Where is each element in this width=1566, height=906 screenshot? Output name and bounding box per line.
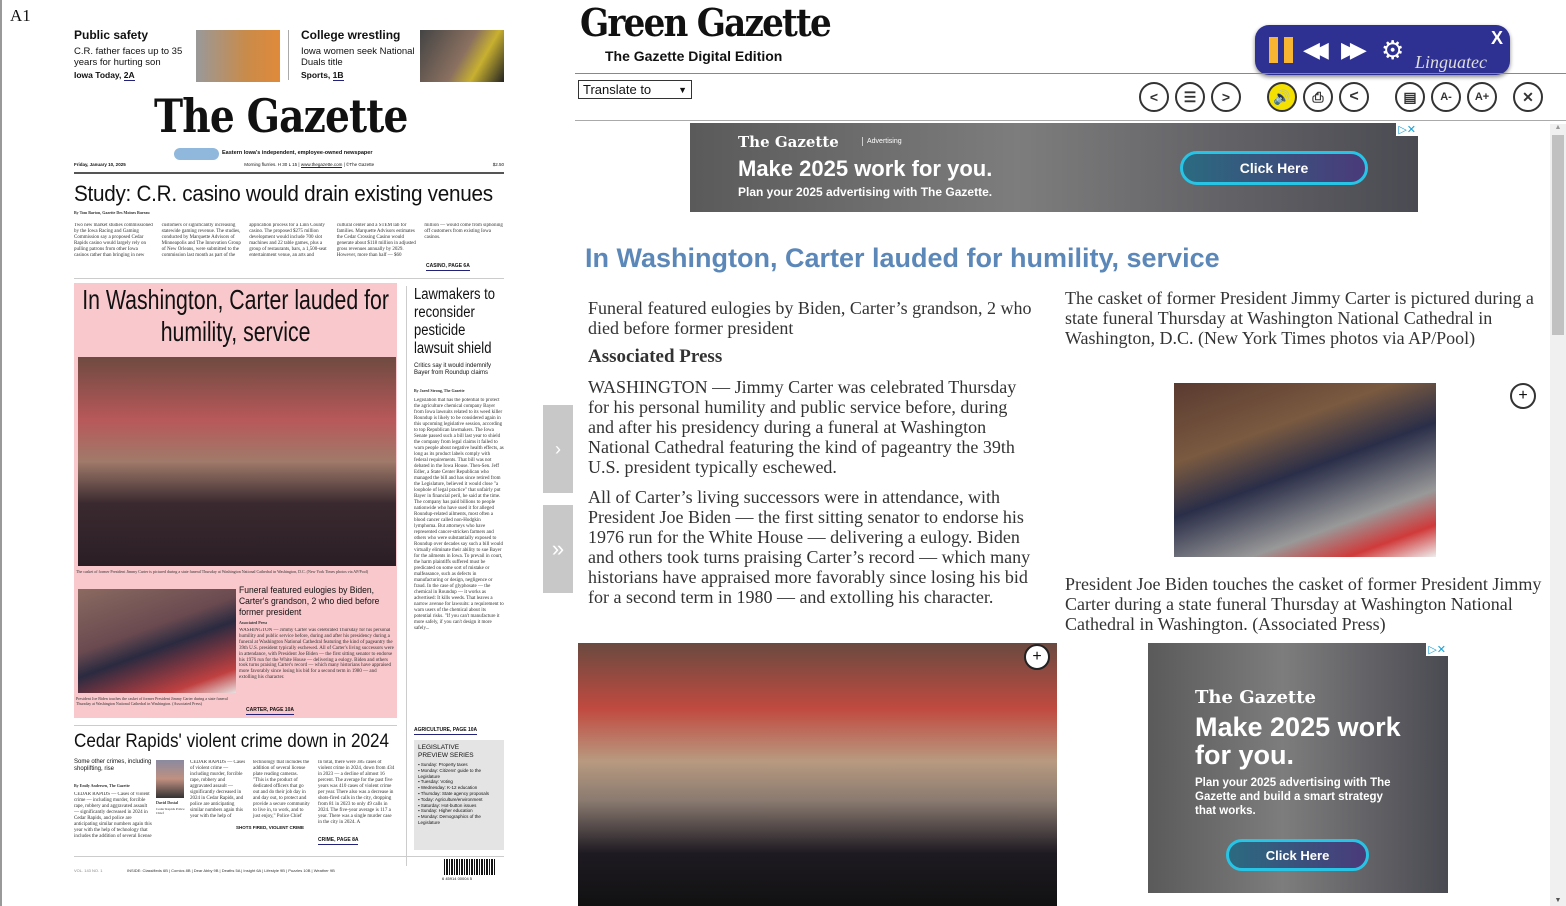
article-paragraph: WASHINGTON — Jimmy Carter was celebrated Thursday for his personal humility and public service before, during and after his presidency during a funeral at Washington National Cathedral featuring the kind of pageantry the 39th U.S. president typically eschewed. [588,377,1017,477]
article-deck: Funeral featured eulogies by Biden, Carter’s grandson, 2 who died before former president [588,298,1032,338]
article-paragraph: All of Carter’s living successors were in attendance, with President Joe Biden — the first sitting senator to endorse his 1976 run for the White House — delivering a eulogy. Biden and others took turns praising Carter’s record — which many historians have appraised more favorably since losing his bid for a second term in 1980 — and extolling his character. [588,487,1031,607]
pesticide-body: Legislation that has the potential to protect the agriculture chemical company Bayer from Iowa lawsuits related to its weed killer Roundup is likely to be considered again in this upcoming legislative session, according to top Republican lawmakers. The Iowa Senate passed such a bill last year to shield the company from legal claims it failed to warn people about negative health effects, as long as its product labels comply with federal requirements. That bill was not debated in the Iowa House. Then-Sen. Jeff Edler, a State Center Republican who managed the bill and has since retired from the Legislature, believed it would close "a loophole of legal practice" that unfairly put Bayer in financial peril, he said at the time. The company has paid billions to people nationwide who have sued it for alleged Roundup-related ailments, most often a blood cancer called non-Hodgkin lymphoma. But attorneys who have represented cancer-stricken farmers and others who were substantially exposed to Roundup over decades say such a bill would virtually eliminate their ability to sue Bayer for the ailments in Iowa. To prevail in court, the harm plaintiffs suffered must be predicated on some sort of mistake or malfeasance, such as defects in manufacturing or design, negligence or fraud. In the case of glyphosate — the chemical in Roundup — it works as advertised: It kills weeds. That leaves a narrow avenue for lawsuits: a requirement to warn users of the chemical about its potential risks. "If you can't manufacture it more safely, if you can't design it more safely... [414,398,504,631]
cathedral-photo [78,357,396,566]
pesticide-byline: By Jared Strong, The Gazette [414,388,465,393]
masthead-rule [74,172,504,174]
crime-deck: Some other crimes, including shoplifting, rise [74,759,152,772]
zoom-in-icon[interactable]: + [1510,383,1536,409]
teaser-page-link[interactable]: 2A [123,70,135,80]
previous-article-button[interactable]: < [1139,82,1169,112]
pesticide-jump-link[interactable]: AGRICULTURE, PAGE 10A [414,727,478,733]
series-item: ▪ Sunday: Property taxes [418,762,468,767]
linguatec-player[interactable] [1255,25,1510,75]
left-border [0,0,2,906]
share-button[interactable] [1339,82,1369,112]
ad-banner-top[interactable] [690,123,1418,212]
crime-headline[interactable]: Cedar Rapids' violent crime down in 2024 [74,731,390,752]
teaser-section: Sports, [301,70,331,80]
article-left-column [588,298,1033,607]
crime-byline: By Emily Andersen, The Gazette [74,783,130,788]
issue-date: Friday, January 10, 2025 [74,162,126,167]
ad-sub: Plan your 2025 advertising with The Gazette. [738,185,993,199]
weather-cloud-icon [174,148,219,160]
article-headline: In Washington, Carter lauded for humility, service [585,243,1220,273]
rule [74,278,504,279]
biden-caption: President Joe Biden touches the casket of former President Jimmy Carter during a state funeral Thursday at Washington National Cathedral in Washington. (Associated Press) [76,696,228,706]
translate-label: Translate to [583,82,652,97]
pause-icon[interactable] [1269,37,1293,63]
casino-body: Two new market studies commissioned by the Iowa Racing and Gaming Commission say a proposed Cedar Rapids casino would largely rely on pulling patrons from other Iowa casinos rather than bringing in new customers or significantly increasing statewide gaming revenue. The studies, conducted by Marquette Advisors of Minneapolis and The Innovation Group of New Orleans, were submitted to the commission last month as part of the application process for a Linn County casino. The proposed $275 million development would include 700 slot machines and 22 table games, plus a group of restaurants, bars, a 1,500-seat entertainment venue, an arts and cultural center and a STEM lab for families. Marquette Advisors estimates the Cedar Crossing Casino would generate about $118 million in adjusted gross revenues annually by 2029. However, more than half — $60 million — would come from siphoning off customers from existing Iowa casinos. [74,223,503,258]
close-reader-button[interactable]: ✕ [1513,82,1543,112]
teaser-page-link[interactable]: 1B [332,70,344,80]
ad-headline: Make 2025 work for you. [1195,712,1401,770]
series-item: ▪ Today: Agriculture/environment [418,796,483,802]
barcode [444,859,496,875]
crime-jump-link[interactable]: CRIME, PAGE 8A [318,837,359,843]
price: $2.50 [492,162,504,167]
cathedral-photo[interactable] [578,643,1057,906]
carter-byline: Associated Press [239,620,268,625]
series-item: ▪ Monday: Demographics of the Legislature [418,814,481,825]
scroll-down-arrow[interactable]: ▼ [1554,897,1562,904]
linguatec-brand: Linguatec [1415,52,1487,72]
teaser-kicker: College wrestling [301,28,401,42]
legislative-series-box [414,740,504,850]
toolbar-rule [575,120,1566,121]
teaser-public-safety[interactable] [74,28,194,80]
scrollbar-thumb[interactable] [1552,135,1564,335]
header-rule [575,73,1566,74]
series-list [418,762,500,826]
copyright: ©The Gazette [346,162,375,167]
newspaper-page[interactable]: Public safety C.R. father faces up to 35 years for hurting son Iowa Today, 2A College wrestling Iowa women seek National Duals title Sports, 1B The Gazette Eastern Iowa's independent, employee-owned newspaper Friday, January 10, 2025 Morning flurries. H 30 L 15 | www.thegazette.com | ©The Gazette $2.50 Study: C.R. casino would drain existing venues By Tom Barton, Gazette Des Moines Bureau Two new market studies commissioned by the Iowa Racing and Gaming Commission say a proposed Cedar Rapids casino would largely rely on pulling patrons from other Iowa casinos rather than bringing in new customers or significantly increasing statewide gaming revenue. The studies, conducted by Marquette Advisors of Minneapolis and The Innovation Group of New Orleans, were submitted to the commission last month as part of the application process for a Linn County casino. The proposed $275 million development would include 700 slot machines and 22 table games, plus a group of restaurants, bars, a 1,500-seat entertainment venue, an arts and cultural center and a STEM lab for families. Marquette Advisors estimates the Cedar Crossing Casino would generate about $118 million in adjusted gross revenues annually by 2029. However, more than half — $60 million — would come from siphoning off customers from existing Iowa casinos. CASINO, PAGE 6A In Washington, Carter lauded for humility, service The casket of former President Jimmy Carter is pictured during a state funeral Thursday at Washington National Cathedral in Washington, D.C. (New York Times photos via AP/Pool) President Joe Biden touches the casket of former President Jimmy Carter during a state funeral Thursday at Washington National Cathedral in Washington. (Associated Press) Funeral featured eulogies by Biden, Carter's grandson, 2 who died before former president Associated Press WASHINGTON — Jimmy Carter was celebrated Thursday for his personal humility and public service before, during and after his presidency during a funeral at Washington National Cathedral featuring the kind of pageantry the 39th U.S. president typically eschewed. All of Carter's living successors were in attendance, with President Joe Biden — the first sitting senator to endorse his 1976 run for the White House — delivering a eulogy. Biden and others took turns praising Carter's record — which many historians have appraised more favorably since losing his bid for a second term in 1980 — and extolling his character. CARTER, PAGE 10A Lawmakers to reconsider pesticide lawsuit shield Critics say it would indemnify Bayer from Roundup claims By Jared Strong, The Gazette Legislation that has the potential to protect the agriculture chemical company Bayer from Iowa lawsuits related to its weed killer Roundup is likely to be considered again in this upcoming legislative session, according to top Republican lawmakers. The Iowa Senate passed such a bill last year to shield the company from legal claims it failed to warn people about negative health effects, as long as its product labels comply with federal requirements. That bill was not debated in the Iowa House. Then-Sen. Jeff Edler, a State Center Republican who managed the bill and has since retired from the Legislature, believed it would close "a loophole of legal practice" that unfairly put Bayer in financial peril, he said at the time. The company has paid billions to people nationwide who have sued it for alleged Roundup-related ailments, most often a blood cancer called non-Hodgkin lymphoma. But attorneys who have represented cancer-stricken farmers and others who were substantially exposed to Roundup over decades say such a bill would virtually eliminate their ability to sue Bayer for the ailments in Iowa. To prevail in court, the harm plaintiffs suffered must be predicated on some sort of mistake or malfeasance, such as defects in manufacturing or design, negligence or fraud. In the case of glyphosate — the chemical in Roundup — it works as advertised: It kills weeds. That leaves a narrow avenue for lawsuits: a requirement to warn users of the chemical about its potential risks. "If you can't manufacture it more safely, if you can't design it more safely... AGRICULTURE, PAGE 10A LEGISLATIVE PREVIEW SERIES ▪ Sunday: Property taxes ▪ Monday: Citizens' guide to the Legislature ▪ Tuesday: Voting ▪ Wednesday: K-12 education ▪ Thursday: State agency proposals ▪ Today: Agriculture/environment ▪ Saturday: Hot-button issues ▪ Sunday: Higher education ▪ Monday: Demographics of the Legislature Cedar Rapids' violent crime down in 2024 Some other crimes, including shoplifting, rise By Emily Andersen, The Gazette CEDAR RAPIDS — Cases of violent crime — including murder, forcible rape, robbery and aggravated assault — significantly decreased in 2024 in Cedar Rapids, and police are anticipating similar numbers again this year with the help of technology that includes the addition of several license David Dostal Cedar Rapids Police Chief CEDAR RAPIDS — Cases of violent crime — including murder, forcible rape, robbery and aggravated assault — significantly decreased in 2024 in Cedar Rapids, and police are anticipating similar numbers again this year with the help of technology that includes the addition of several license plate reading cameras. "This is the product of dedicated officers that go out and do their job day in and day out, to protect and provide a secure community to live in, to work, and to just enjoy," Police Chief SHOTS FIRED, VIOLENT CRIME In total, there were 385 cases of violent crime in 2024, down from 434 in 2023 — a decline of almost 16 percent. The average for the past five years was 410 cases of violent crime per year. There also was a decrease in shots-fired calls in the city, dropping from 81 in 2023 to only 49 calls in 2024. The five-year average is 117 a year. There was a single murder case in the city in 2024. A CRIME, PAGE 8A VOL. 143 NO. 1 INSIDE: Classifieds 6B | Comics 8B | Dear Abby 9B | Deaths 5A | Insight 6A | Lifestyle 9B | Puzzles 10B | Weather 9B 6 45914 00004 5 [74,28,504,881]
ad-click-here-button[interactable]: Click Here [1226,839,1369,871]
teaser-college-wrestling[interactable] [301,28,419,80]
series-item: ▪ Saturday: Hot-button issues [418,802,477,808]
column-divider [406,286,407,866]
casino-headline[interactable]: Study: C.R. casino would drain existing venues [74,181,493,206]
site-link[interactable]: www.thegazette.com [300,162,343,167]
chief-title: Cedar Rapids Police Chief [156,807,185,815]
pesticide-deck: Critics say it would indemnify Bayer from Roundup claims [414,363,492,376]
chief-name: David Dostal [156,800,179,805]
article-list-button[interactable]: ☰ [1175,82,1205,112]
share-icon: < [1349,88,1359,105]
pesticide-headline[interactable]: Lawmakers to reconsider pesticide lawsuit shield [414,286,496,357]
series-item: ▪ Monday: Citizens' guide to the Legislature [418,767,481,779]
translate-select[interactable] [578,80,692,99]
linguatec-close[interactable]: X [1491,28,1504,48]
series-title: LEGISLATIVE PREVIEW SERIES [418,744,474,759]
weather: Morning flurries. H 30 L 15 [244,162,298,167]
rewind-icon[interactable]: ◀◀ [1303,37,1321,62]
ad-sub: Plan your 2025 advertising with The Gazette and build a smart strategy that works. [1195,777,1391,817]
photo-caption-biden: President Joe Biden touches the casket of former President Jimmy Carter during a state funeral Thursday at Washington National Cathedral in Washington. (Associated Press) [1065,574,1542,634]
font-larger-button[interactable]: A+ [1467,82,1497,112]
crime-body2: In total, there were 385 cases of violent crime in 2024, down from 434 in 2023 — a decline of almost 16 percent. The average for the past five years was 410 cases of violent crime per year. There also was a decrease in shots-fired calls in the city, dropping from 81 in 2023 to only 49 calls in 2024. The five-year average is 117 a year. There was a single murder case in the city in 2024. A [318,760,395,824]
ad-choices-icon[interactable]: ▷✕ [1398,124,1416,136]
series-item: ▪ Thursday: State agency proposals [418,790,490,796]
ad-click-here-button[interactable]: Click Here [1180,151,1368,185]
barcode-number: 6 45914 00004 5 [442,876,473,881]
teaser-photo [420,30,504,82]
casino-jump-link[interactable]: CASINO, PAGE 6A [426,263,470,269]
ad-box-side[interactable] [1148,643,1448,893]
masthead-logo: The Gazette [154,89,408,143]
teaser-text: C.R. father faces up to 35 years for hurting son [74,46,183,68]
ad-brand: The Gazette [738,133,839,151]
series-item: ▪ Wednesday: K-12 education [418,785,478,791]
carter-body: WASHINGTON — Jimmy Carter was celebrated Thursday for his personal humility and public service before, during and after his presidency during a funeral at Washington National Cathedral featuring the kind of pageantry the 39th U.S. president typically eschewed. All of Carter's living successors were in attendance, with President Joe Biden — the first sitting senator to endorse his 1976 run for the White House — delivering a eulogy. Biden and others took turns praising Carter's record — which many historians have appraised more favorably since losing his bid for a second term in 1980 — and extolling his character. [239,628,394,681]
gear-icon[interactable]: ⚙ [1381,35,1405,65]
rule [74,856,504,857]
next-article-button[interactable]: > [1211,82,1241,112]
rule [74,725,397,726]
cathedral-caption: The casket of former President Jimmy Carter is pictured during a state funeral Thursday at Washington National Cathedral in Washington, D.C. (New York Times photos via AP/Pool) [76,569,369,574]
casino-byline: By Tom Barton, Gazette Des Moines Bureau [74,210,150,215]
series-item: ▪ Sunday: Higher education [418,808,473,814]
ad-headline: Make 2025 work for you. [738,156,993,181]
last-page-button[interactable]: » [543,505,573,593]
biden-photo [78,589,236,693]
article-byline: Associated Press [588,346,723,367]
reader-subtitle: The Gazette Digital Edition [605,48,783,64]
teaser-section: Iowa Today, [74,70,122,80]
teaser-kicker: Public safety [74,28,149,42]
volume: VOL. 143 NO. 1 [74,868,103,873]
photo-caption-cathedral: The casket of former President Jimmy Carter is pictured during a state funeral Thursday at Washington National Cathedral in Washington, D.C. (New York Times photos via AP/Pool) [1065,288,1534,348]
font-smaller-button[interactable]: A- [1431,82,1461,112]
carter-headline[interactable]: In Washington, Carter lauded for humility, service [82,284,389,347]
crime-body-cont: CEDAR RAPIDS — Cases of violent crime — including murder, forcible rape, robbery and aggravated assault — significantly decreased in 2024 in Cedar Rapids, and police are anticipating similar numbers again this year with the help of technology that includes the addition of several license plate reading cameras. "This is the product of dedicated officers that go out and do their job day in and day out, to protect and provide a secure community to live in, to work, and to just enjoy," Police Chief [190,760,310,819]
teaser-photo [196,30,280,82]
page-label: A1 [10,6,31,25]
ad-brand: The Gazette [1195,687,1316,708]
chief-photo [156,760,184,798]
carter-deck: Funeral featured eulogies by Biden, Carter's grandson, 2 who died before former president [239,585,380,618]
biden-photo[interactable] [1174,383,1436,557]
scroll-up-arrow[interactable]: ▲ [1554,124,1562,131]
scrollbar[interactable] [1550,124,1566,906]
series-item: ▪ Tuesday: Voting [418,779,453,785]
crime-subhead: SHOTS FIRED, VIOLENT CRIME [236,825,305,830]
ad-choices-icon[interactable]: ▷✕ [1428,644,1446,656]
fast-forward-icon[interactable]: ▶▶ [1341,37,1359,62]
ad-brand-sub: Advertising [862,137,902,146]
carter-jump-link[interactable]: CARTER, PAGE 10A [246,707,294,713]
zoom-in-icon[interactable]: + [1024,644,1050,670]
print-button[interactable]: ⎙ [1303,82,1333,112]
inside-index[interactable]: INSIDE: Classifieds 6B | Comics 8B | Dear Abby 9B | Deaths 5A | Insight 6A | Lifestyle 9B | Puzzles 10B | Weather 9B [127,868,335,873]
teaser-divider [288,30,289,80]
masthead-tagline: Eastern Iowa's independent, employee-owned newspaper [222,150,373,156]
reader-logo: Green Gazette [580,0,831,45]
teaser-text: Iowa women seek National Duals title [301,46,415,68]
notes-button[interactable]: ▤ [1395,82,1425,112]
next-page-button[interactable]: › [543,405,573,493]
audio-button[interactable]: 🔊 [1267,82,1297,112]
crime-body: CEDAR RAPIDS — Cases of violent crime — including murder, forcible rape, robbery and aggravated assault — significantly decreased in 2024 in Cedar Rapids, and police are anticipating similar numbers again this year with the help of technology that includes the addition of several license [74,792,152,839]
chevron-down-icon: ▼ [678,84,687,95]
